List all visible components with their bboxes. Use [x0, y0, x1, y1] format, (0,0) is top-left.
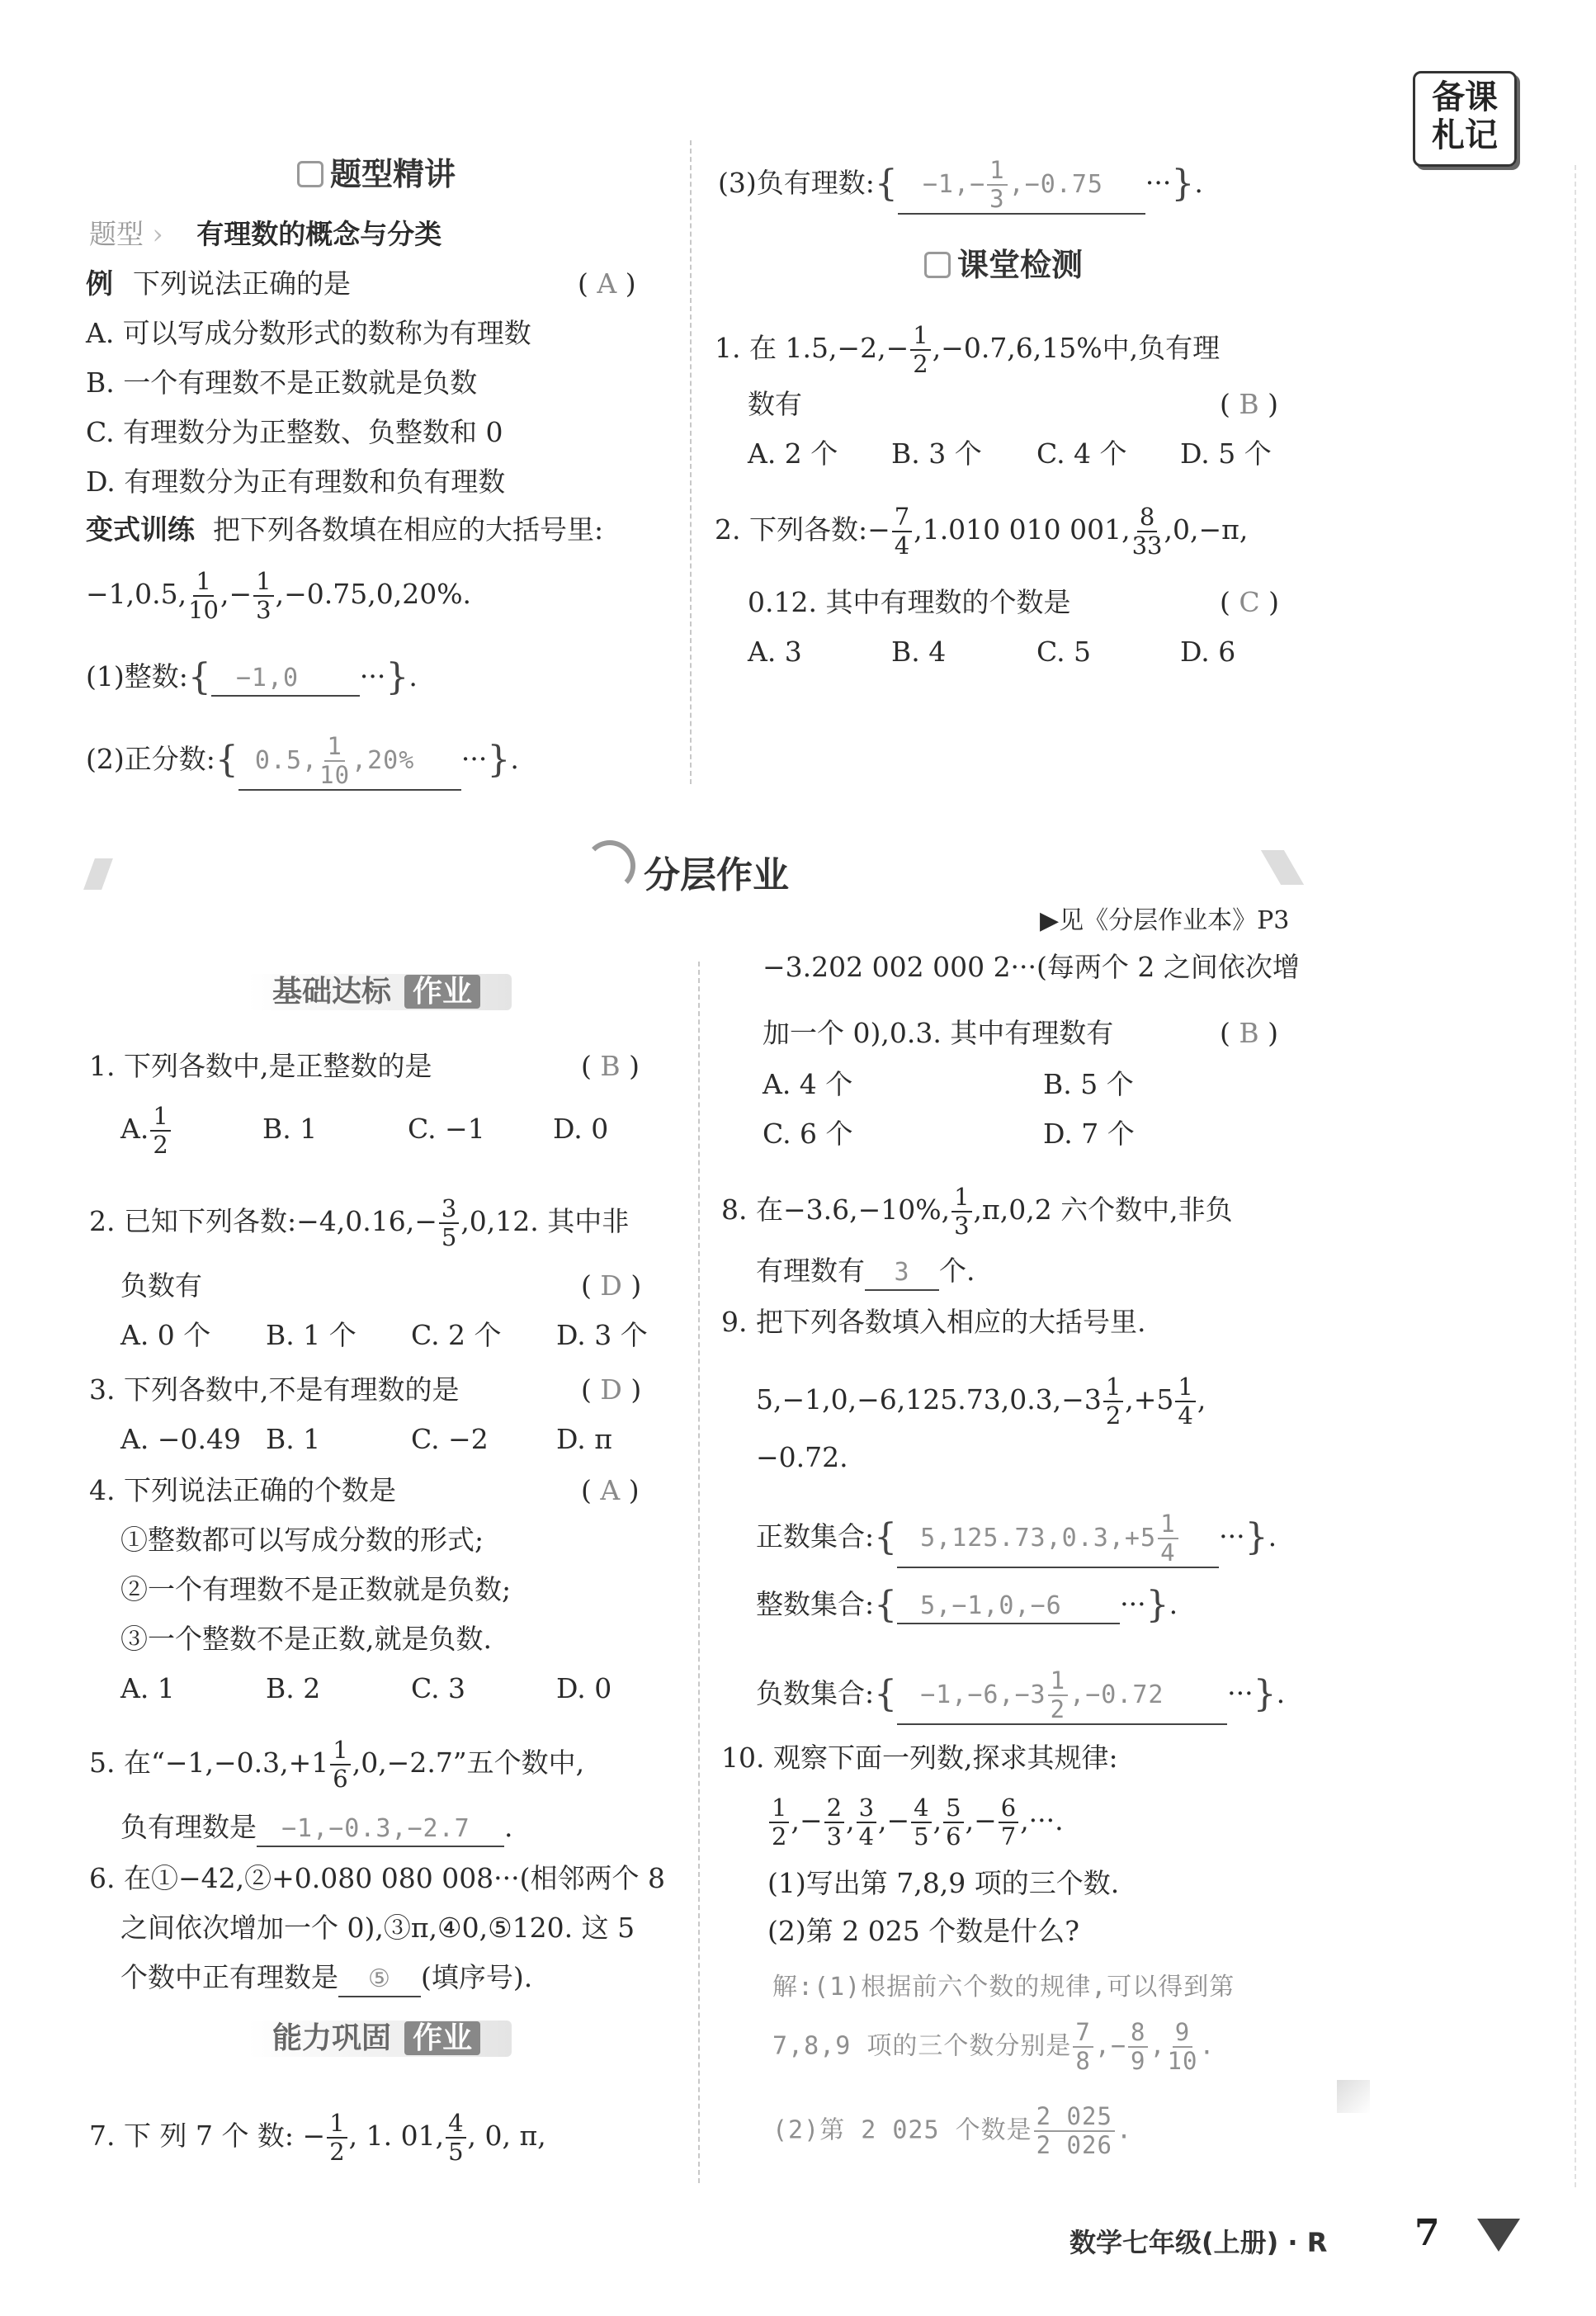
hw-q3: 3. 下列各数中,不是有理数的是	[89, 1373, 460, 1406]
hw-q4-opt-c: C. 3	[411, 1672, 466, 1704]
hw-q1: 1. 下列各数中,是正整数的是	[89, 1050, 432, 1082]
hw-q2-cont: 负数有	[120, 1269, 202, 1302]
hw-q3-answer: ( D )	[581, 1373, 642, 1406]
variant-stem: 变式训练 把下列各数填在相应的大括号里:	[86, 513, 604, 546]
q5-answer: −1,−0.3,−2.7	[281, 1814, 470, 1843]
fraction: $\frac{4}{5}$	[446, 2110, 465, 2166]
hw-q3-opt-b: B. 1	[266, 1423, 321, 1455]
fraction: $\frac{1}{3}$	[987, 157, 1007, 213]
corner-stamp-text: 备课札记	[1432, 78, 1498, 154]
hw-q10-solution-2: 7,8,9 项的三个数分别是 $\frac{7}{8}$ ,− $\frac{8}{9}$ , $\frac{9}{10}$ .	[772, 2018, 1216, 2075]
hw-q3-opt-a: A. −0.49	[120, 1423, 241, 1455]
fraction: $\frac{9}{10}$	[1167, 2018, 1198, 2075]
tixing-title: 有理数的概念与分类	[196, 218, 442, 250]
q8-answer: 3	[894, 1258, 910, 1287]
hw-q4-opt-a: A. 1	[120, 1672, 175, 1704]
hw-q2: 2. 已知下列各数:−4,0.16,− $\frac{3}{5}$ ,0,12. 其中非	[89, 1194, 630, 1251]
check-q1-opt-c: C. 4 个	[1036, 437, 1127, 470]
fraction: $\frac{2}{3}$	[824, 1794, 844, 1850]
example-option-c: C. 有理数分为正整数、负整数和 0	[86, 416, 503, 448]
hw-q5-cont: 负有理数是 −1,−0.3,−2.7 .	[120, 1811, 513, 1847]
hw-q9-positive-set: 正数集合:{ 5,125.73,0.3,+5 $\frac{1}{4}$ ···}.	[756, 1510, 1277, 1567]
check-q2-opt-b: B. 4	[891, 636, 947, 668]
fraction: $\frac{8}{9}$	[1128, 2019, 1148, 2075]
column-divider-top	[690, 140, 692, 784]
section-title-tixing: 题型精讲	[297, 149, 456, 194]
hw-q10-solution-1: 解:(1)根据前六个数的规律,可以得到第	[772, 1973, 1235, 2002]
q1-answer: −1,0	[235, 664, 300, 692]
hw-q9: 9. 把下列各数填入相应的大括号里.	[721, 1306, 1146, 1338]
subsection-jichu: 基础达标 作业	[272, 974, 480, 1010]
hw-q7-cont-1: −3.202 002 000 2···(每两个 2 之间依次增	[763, 951, 1300, 983]
example-option-a: A. 可以写成分数形式的数称为有理数	[86, 317, 531, 349]
hw-q4-answer: ( A )	[581, 1474, 640, 1506]
fraction: $\frac{1}{2}$	[1048, 1667, 1068, 1723]
hw-q4-item-1: ①整数都可以写成分数的形式;	[120, 1524, 484, 1556]
hw-q10-part1: (1)写出第 7,8,9 项的三个数.	[767, 1867, 1120, 1899]
subsection-nengli: 能力巩固 作业	[272, 2021, 480, 2057]
footer-book-title: 数学七年级(上册) · R	[1070, 2227, 1328, 2258]
hw-q7-opt-a: A. 4 个	[763, 1068, 853, 1100]
fraction: $\frac{4}{5}$	[911, 1794, 931, 1850]
banner-left-mark	[83, 858, 113, 890]
margin-divider	[1575, 165, 1576, 2187]
hw-q2-opt-a: A. 0 个	[120, 1319, 211, 1351]
hw-q4-item-2: ②一个有理数不是正数就是负数;	[120, 1573, 512, 1605]
section-icon	[924, 252, 951, 278]
hw-q7-opt-b: B. 5 个	[1043, 1068, 1134, 1100]
banner-reference: ▶见《分层作业本》P3	[1040, 906, 1290, 935]
check-q2: 2. 下列各数:− $\frac{7}{4}$ ,1.010 010 001, $\frac{8}{33}$ ,0,−π,	[715, 503, 1249, 560]
section-icon	[297, 161, 323, 187]
hw-q7: 7. 下 列 7 个 数: − $\frac{1}{2}$ , 1. 01, $\frac{4}{5}$ , 0, π,	[89, 2109, 546, 2166]
fraction: $\frac{1}{2}$	[769, 1794, 789, 1850]
hw-q9-negative-set: 负数集合:{ −1,−6,−3 $\frac{1}{2}$ ,−0.72 ···}.	[756, 1666, 1286, 1723]
hw-q8: 8. 在−3.6,−10%, $\frac{1}{3}$ ,π,0,2 六个数中,非负	[721, 1183, 1233, 1240]
hw-q1-answer: ( B )	[581, 1050, 640, 1082]
fraction: $\frac{1}{10}$	[188, 567, 220, 624]
corner-stamp	[1413, 71, 1517, 167]
fraction: $\frac{1}{2}$	[910, 322, 930, 378]
variant-q1: (1)整数:{ −1,0 ···}.	[86, 656, 418, 698]
banner-swirl-icon	[584, 840, 635, 891]
fraction: $\frac{1}{3}$	[951, 1184, 971, 1240]
fraction: $\frac{1}{4}$	[1175, 1373, 1195, 1430]
hw-q7-opt-d: D. 7 个	[1043, 1118, 1135, 1150]
check-q2-opt-c: C. 5	[1036, 636, 1092, 668]
fraction: $\frac{3}{4}$	[857, 1794, 876, 1850]
fraction: $\frac{6}{7}$	[999, 1794, 1018, 1850]
hw-q10: 10. 观察下面一列数,探求其规律:	[721, 1742, 1118, 1774]
hw-q4-item-3: ③一个整数不是正数,就是负数.	[120, 1623, 492, 1655]
fraction: $\frac{1}{4}$	[1158, 1510, 1178, 1567]
example-option-b: B. 一个有理数不是正数就是负数	[86, 366, 478, 399]
column-divider-bottom	[698, 962, 700, 2183]
hw-q3-opt-d: D. π	[556, 1423, 612, 1455]
check-q1-cont: 数有	[748, 388, 802, 420]
tixing-label: 题型	[89, 218, 144, 250]
fraction: $\frac{1}{6}$	[330, 1737, 350, 1793]
hw-q7-answer: ( B )	[1220, 1017, 1279, 1049]
check-q1-opt-b: B. 3 个	[891, 437, 982, 470]
hw-q4: 4. 下列说法正确的个数是	[89, 1474, 396, 1506]
fraction: $\frac{1}{2}$	[1103, 1373, 1123, 1430]
footer-page-number: 7	[1414, 2212, 1440, 2254]
variant-list: −1,0.5, $\frac{1}{10}$ ,− $\frac{1}{3}$ ,−0.75,0,20%.	[86, 567, 472, 624]
hw-q4-opt-b: B. 2	[266, 1672, 321, 1704]
check-q1-opt-a: A. 2 个	[748, 437, 838, 470]
check-q2-opt-a: A. 3	[748, 636, 802, 668]
q6-answer: ⑤	[368, 1964, 391, 1993]
check-q2-opt-d: D. 6	[1180, 636, 1236, 668]
section-title-ketang: 课堂检测	[924, 239, 1083, 285]
tixing-line: 题型 › 有理数的概念与分类	[89, 218, 442, 250]
fraction: $\frac{1}{10}$	[319, 732, 351, 789]
hw-q10-sequence: $\frac{1}{2}$ ,− $\frac{2}{3}$ , $\frac{3}{4}$ ,− $\frac{4}{5}$ , $\frac{5}{6}$ ,− $\frac{6}{7}$ ,···.	[767, 1794, 1064, 1850]
variant-q3: (3)负有理数:{ −1,− $\frac{1}{3}$ ,−0.75 ···}.	[718, 156, 1203, 213]
hw-q5: 5. 在“−1,−0.3,+1 $\frac{1}{6}$ ,0,−2.7”五个数中,	[89, 1736, 585, 1793]
hw-q1-options: A. $\frac{1}{2}$ B. 1 C. −1 D. 0	[120, 1102, 609, 1159]
hw-q2-answer: ( D )	[581, 1269, 642, 1302]
fraction: $\frac{2 025}{2 026}$	[1034, 2103, 1115, 2159]
hw-q6-line3: 个数中正有理数是 ⑤ (填序号).	[120, 1961, 532, 1997]
hw-q10-solution-3: (2)第 2 025 个数是 $\frac{2 025}{2 026}$ .	[772, 2102, 1132, 2159]
hw-q2-opt-d: D. 3 个	[556, 1319, 648, 1351]
variant-q2: (2)正分数:{ 0.5, $\frac{1}{10}$ ,20% ···}.	[86, 732, 519, 789]
hw-q3-opt-c: C. −2	[411, 1423, 489, 1455]
banner-title: 分层作业	[644, 854, 789, 896]
hw-q6-line1: 6. 在①−42,②+0.080 080 008···(相邻两个 8	[89, 1862, 666, 1894]
hw-q7-opt-c: C. 6 个	[763, 1118, 853, 1150]
hw-q4-opt-d: D. 0	[556, 1672, 612, 1704]
fraction: $\frac{1}{2}$	[327, 2110, 347, 2166]
corner-decoration	[1337, 2080, 1370, 2113]
fraction: $\frac{1}{3}$	[253, 568, 273, 624]
check-q1-opt-d: D. 5 个	[1180, 437, 1272, 470]
fraction: $\frac{7}{8}$	[1073, 2019, 1093, 2075]
check-q2-answer: ( C )	[1220, 586, 1279, 618]
fraction: $\frac{5}{6}$	[943, 1794, 963, 1850]
check-q2-cont: 0.12. 其中有理数的个数是	[748, 586, 1071, 618]
hw-q10-part2: (2)第 2 025 个数是什么?	[767, 1915, 1079, 1947]
hw-q2-opt-b: B. 1 个	[266, 1319, 357, 1351]
example-option-d: D. 有理数分为正有理数和负有理数	[86, 466, 506, 498]
check-q1-answer: ( B )	[1220, 388, 1279, 420]
hw-q9-list: 5,−1,0,−6,125.73,0.3,−3 $\frac{1}{2}$ ,+5 $\frac{1}{4}$ ,	[756, 1373, 1206, 1430]
hw-q7-cont-2: 加一个 0),0.3. 其中有理数有	[763, 1017, 1114, 1049]
fraction: $\frac{1}{2}$	[150, 1103, 170, 1159]
footer-arrow-icon	[1477, 2219, 1520, 2252]
fraction: $\frac{8}{33}$	[1131, 503, 1163, 560]
hw-q2-opt-c: C. 2 个	[411, 1319, 502, 1351]
fraction: $\frac{7}{4}$	[892, 503, 912, 560]
example-stem: 例 下列说法正确的是	[86, 267, 351, 300]
example-answer: ( A )	[578, 267, 636, 300]
hw-q9-list-cont: −0.72.	[756, 1441, 848, 1473]
fraction: $\frac{3}{5}$	[439, 1195, 459, 1251]
hw-q8-cont: 有理数有 3 个.	[756, 1255, 975, 1291]
banner-right-mark	[1261, 850, 1304, 885]
hw-q6-line2: 之间依次增加一个 0),③π,④0,⑤120. 这 5	[120, 1912, 635, 1944]
hw-q9-integer-set: 整数集合:{ 5,−1,0,−6 ···}.	[756, 1584, 1178, 1626]
check-q1: 1. 在 1.5,−2,− $\frac{1}{2}$ ,−0.7,6,15%中,负有理	[715, 321, 1221, 378]
